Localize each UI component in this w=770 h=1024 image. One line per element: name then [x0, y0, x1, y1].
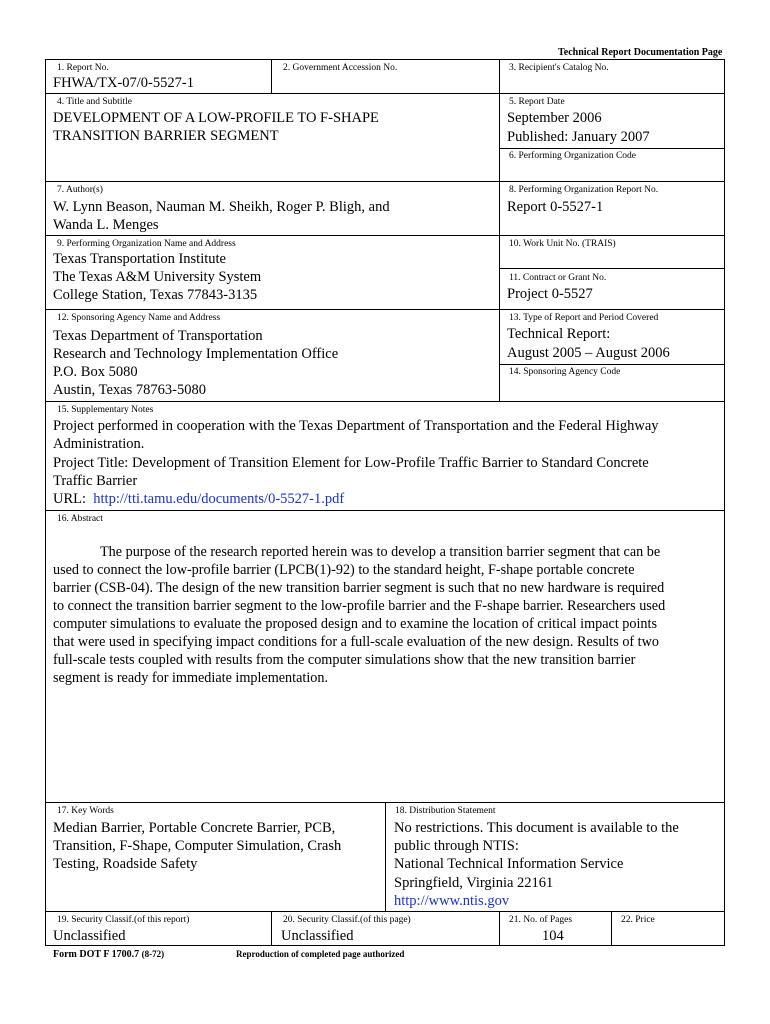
rule — [611, 911, 612, 946]
security-report-value: Unclassified — [53, 928, 126, 944]
contract-label: 11. Contract or Grant No. — [509, 273, 607, 283]
security-page-value: Unclassified — [281, 928, 354, 944]
abstract-line: that were used in specifying impact conditions for a full-scale evaluation of the new design. Results of two — [53, 634, 659, 650]
perf-org-code-label: 6. Performing Organization Code — [509, 151, 636, 161]
title-line-2: TRANSITION BARRIER SEGMENT — [53, 128, 279, 144]
title-label: 4. Title and Subtitle — [57, 97, 132, 107]
authors-line-2: Wanda L. Menges — [53, 217, 159, 233]
supplementary-line-4: Traffic Barrier — [53, 473, 138, 489]
distribution-line-2: public through NTIS: — [394, 838, 519, 854]
rule — [45, 93, 725, 94]
report-no-value: FHWA/TX-07/0-5527-1 — [53, 75, 194, 91]
abstract-label: 16. Abstract — [57, 514, 103, 524]
perf-org-name-line-2: The Texas A&M University System — [53, 269, 262, 285]
recipient-catalog-label: 3. Recipient's Catalog No. — [509, 63, 609, 73]
abstract-line: used to connect the low-profile barrier (LPCB(1)-92) to the standard height, F-shape portable concrete — [53, 562, 635, 578]
distribution-line-1: No restrictions. This document is available to the — [394, 820, 679, 836]
contract-value: Project 0-5527 — [507, 286, 593, 302]
rule — [499, 268, 725, 269]
sponsor-line-1: Texas Department of Transportation — [53, 328, 263, 344]
report-date-line-1: September 2006 — [507, 110, 602, 126]
security-page-label: 20. Security Classif.(of this page) — [283, 915, 411, 925]
abstract-line: to connect the transition barrier segment to the low-profile barrier and the F-shape barrier. Researchers used — [53, 598, 666, 614]
sponsor-label: 12. Sponsoring Agency Name and Address — [57, 313, 221, 323]
distribution-label: 18. Distribution Statement — [395, 806, 496, 816]
abstract-line: full-scale tests coupled with results from the computer simulations show that the new transition barrier — [53, 652, 636, 668]
gov-accession-label: 2. Government Accession No. — [283, 63, 398, 73]
distribution-line-3: National Technical Information Service — [394, 856, 624, 872]
perf-org-report-label: 8. Performing Organization Report No. — [509, 185, 659, 195]
supplementary-url-prefix: URL: — [53, 491, 94, 507]
price-label: 22. Price — [621, 915, 655, 925]
sponsor-line-2: Research and Technology Implementation Office — [53, 346, 339, 362]
authors-line-1: W. Lynn Beason, Nauman M. Sheikh, Roger P. Bligh, and — [53, 199, 390, 215]
abstract-line: segment is ready for immediate implementation. — [53, 670, 329, 686]
supplementary-label: 15. Supplementary Notes — [57, 405, 154, 415]
form-id: Form DOT F 1700.7 — [53, 949, 140, 960]
perf-org-report-value: Report 0-5527-1 — [507, 199, 604, 215]
supplementary-url-row — [53, 490, 344, 508]
form-revision: (8-72) — [141, 949, 165, 959]
report-date-line-2: Published: January 2007 — [507, 129, 650, 145]
abstract-line: computer simulations to evaluate the proposed design and to examine the location of critical impact points — [53, 616, 657, 632]
key-words-line-1: Median Barrier, Portable Concrete Barrier, PCB, — [53, 820, 336, 836]
rule — [499, 911, 500, 946]
table-border-left — [45, 59, 46, 946]
supplementary-line-1: Project performed in cooperation with the Texas Department of Transportation and the Federal Highway — [53, 418, 659, 434]
rule — [271, 59, 272, 94]
rule — [499, 148, 725, 149]
pages-label: 21. No. of Pages — [509, 915, 573, 925]
rule — [45, 401, 725, 402]
pages-value: 104 — [542, 928, 564, 944]
supplementary-line-3: Project Title: Development of Transition Element for Low-Profile Traffic Barrier to Standard Concrete — [53, 455, 649, 471]
abstract-body — [53, 543, 712, 687]
perf-org-name-label: 9. Performing Organization Name and Address — [57, 239, 236, 249]
table-border-bottom — [45, 945, 725, 946]
supplementary-line-2: Administration. — [53, 436, 145, 452]
title-line-1: DEVELOPMENT OF A LOW-PROFILE TO F-SHAPE — [53, 110, 379, 126]
table-border-right — [724, 59, 725, 946]
work-unit-label: 10. Work Unit No. (TRAIS) — [509, 239, 616, 249]
key-words-line-2: Transition, F-Shape, Computer Simulation, Crash — [53, 838, 342, 854]
rule — [271, 911, 272, 946]
reproduction-note: Reproduction of completed page authorized — [236, 949, 405, 959]
sponsor-code-label: 14. Sponsoring Agency Code — [509, 367, 621, 377]
security-report-label: 19. Security Classif.(of this report) — [57, 915, 190, 925]
authors-label: 7. Author(s) — [57, 185, 103, 195]
key-words-line-3: Testing, Roadside Safety — [53, 856, 198, 872]
report-type-label: 13. Type of Report and Period Covered — [509, 313, 659, 323]
distribution-line-4: Springfield, Virginia 22161 — [394, 875, 554, 891]
abstract-line: The purpose of the research reported herein was to develop a transition barrier segment that can be — [100, 544, 661, 560]
rule — [45, 235, 725, 236]
supplementary-url-link[interactable]: http://tti.tamu.edu/documents/0-5527-1.pdf — [93, 491, 345, 507]
rule — [45, 510, 725, 511]
rule — [385, 802, 386, 912]
sponsor-line-4: Austin, Texas 78763-5080 — [53, 382, 206, 398]
rule — [45, 309, 725, 310]
table-border-top — [45, 59, 725, 60]
distribution-url-link[interactable]: http://www.ntis.gov — [394, 893, 510, 909]
perf-org-name-line-1: Texas Transportation Institute — [53, 251, 226, 267]
key-words-label: 17. Key Words — [57, 806, 114, 816]
report-type-line-1: Technical Report: — [507, 326, 611, 342]
page-header: Technical Report Documentation Page — [558, 47, 723, 58]
report-type-line-2: August 2005 – August 2006 — [507, 345, 670, 361]
report-no-label: 1. Report No. — [57, 63, 109, 73]
perf-org-name-line-3: College Station, Texas 77843-3135 — [53, 287, 258, 303]
sponsor-line-3: P.O. Box 5080 — [53, 364, 138, 380]
rule — [499, 364, 725, 365]
rule — [499, 59, 500, 402]
report-date-label: 5. Report Date — [509, 97, 565, 107]
form-number — [53, 949, 164, 960]
rule — [45, 181, 725, 182]
abstract-line: barrier (CSB-04). The design of the new transition barrier segment is such that no new hardware is required — [53, 580, 665, 596]
